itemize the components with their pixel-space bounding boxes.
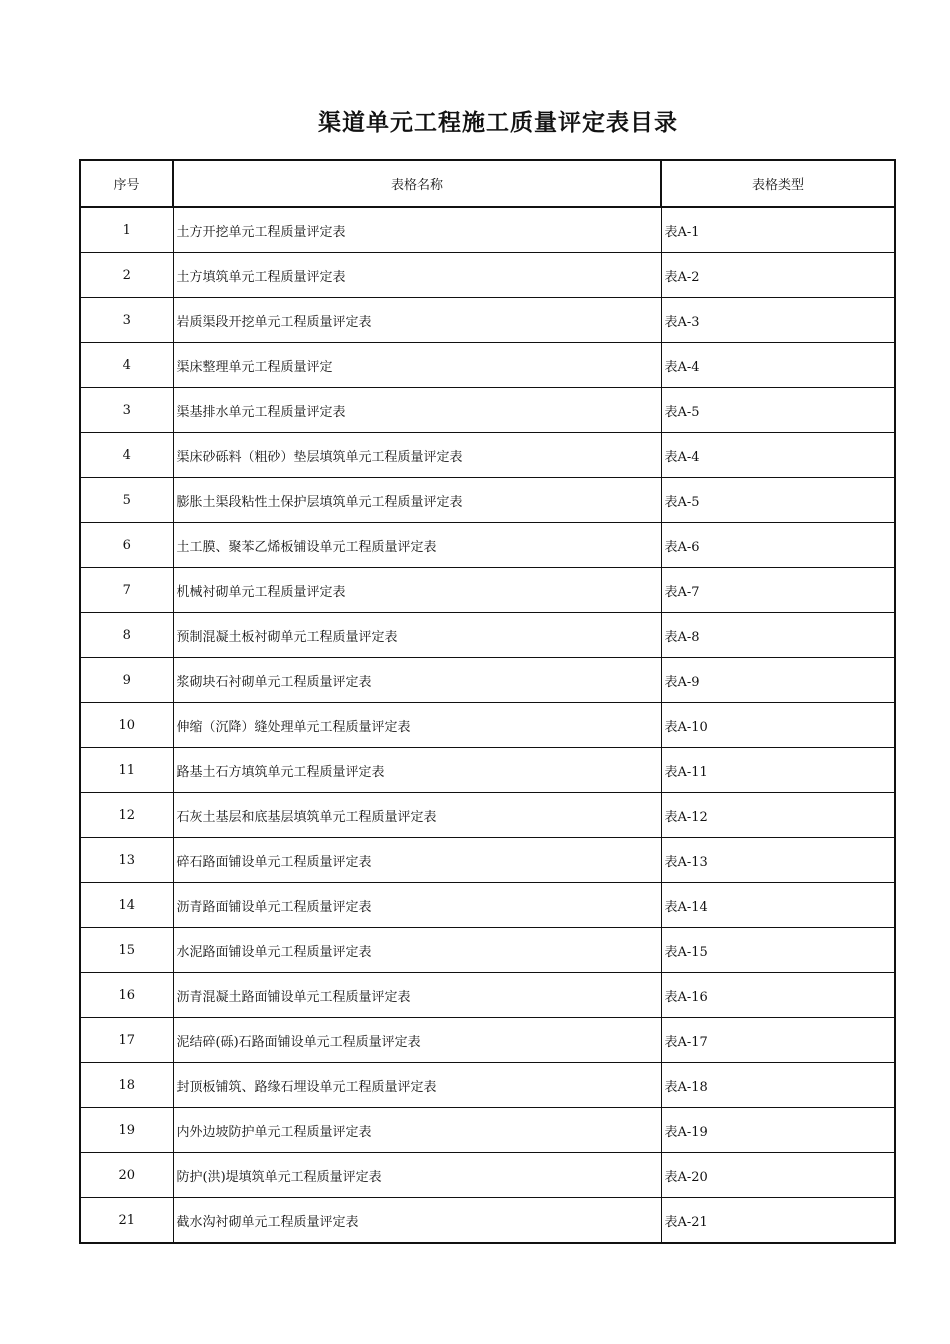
- row-number: 11: [80, 748, 173, 793]
- table-row: [80, 433, 895, 478]
- header-name: 表格名称: [173, 160, 661, 207]
- row-form-type: 表A-19: [661, 1108, 895, 1153]
- table-row: [80, 748, 895, 793]
- page-title: 渠道单元工程施工质量评定表目录: [318, 110, 678, 136]
- table-row: [80, 523, 895, 568]
- row-form-name: 浆砌块石衬砌单元工程质量评定表: [173, 658, 661, 703]
- row-form-name: 防护(洪)堤填筑单元工程质量评定表: [173, 1153, 661, 1198]
- header-type: 表格类型: [661, 160, 895, 207]
- table-row: [80, 343, 895, 388]
- row-number: 9: [80, 658, 173, 703]
- row-number: 19: [80, 1108, 173, 1153]
- table-row: [80, 883, 895, 928]
- row-form-type: 表A-7: [661, 568, 895, 613]
- row-number: 4: [80, 343, 173, 388]
- row-form-type: 表A-11: [661, 748, 895, 793]
- row-form-type: 表A-1: [661, 207, 895, 253]
- row-form-name: 沥青路面铺设单元工程质量评定表: [173, 883, 661, 928]
- table-row: [80, 973, 895, 1018]
- row-number: 15: [80, 928, 173, 973]
- table-row: [80, 658, 895, 703]
- row-form-name: 石灰土基层和底基层填筑单元工程质量评定表: [173, 793, 661, 838]
- row-form-type: 表A-10: [661, 703, 895, 748]
- catalog-table: [79, 159, 896, 1244]
- row-form-type: 表A-4: [661, 343, 895, 388]
- row-form-name: 膨胀土渠段粘性土保护层填筑单元工程质量评定表: [173, 478, 661, 523]
- table-row: [80, 1108, 895, 1153]
- table-row: [80, 1153, 895, 1198]
- row-form-name: 岩质渠段开挖单元工程质量评定表: [173, 298, 661, 343]
- table-row: [80, 838, 895, 883]
- row-number: 1: [80, 207, 173, 253]
- table-row: [80, 928, 895, 973]
- row-form-name: 碎石路面铺设单元工程质量评定表: [173, 838, 661, 883]
- table-row: [80, 207, 895, 253]
- row-number: 16: [80, 973, 173, 1018]
- row-form-type: 表A-3: [661, 298, 895, 343]
- row-number: 3: [80, 298, 173, 343]
- row-form-type: 表A-20: [661, 1153, 895, 1198]
- row-form-type: 表A-6: [661, 523, 895, 568]
- table-row: [80, 388, 895, 433]
- table-body: [80, 207, 895, 1243]
- row-number: 6: [80, 523, 173, 568]
- table-header-row: [80, 160, 895, 207]
- row-number: 7: [80, 568, 173, 613]
- row-form-name: 渠床整理单元工程质量评定: [173, 343, 661, 388]
- table-row: [80, 793, 895, 838]
- row-number: 21: [80, 1198, 173, 1244]
- row-form-type: 表A-14: [661, 883, 895, 928]
- row-form-name: 封顶板铺筑、路缘石埋设单元工程质量评定表: [173, 1063, 661, 1108]
- header-no: 序号: [80, 160, 173, 207]
- row-form-name: 渠基排水单元工程质量评定表: [173, 388, 661, 433]
- row-number: 3: [80, 388, 173, 433]
- row-number: 17: [80, 1018, 173, 1063]
- table-row: [80, 298, 895, 343]
- row-form-name: 伸缩（沉降）缝处理单元工程质量评定表: [173, 703, 661, 748]
- row-number: 14: [80, 883, 173, 928]
- row-number: 13: [80, 838, 173, 883]
- row-form-type: 表A-15: [661, 928, 895, 973]
- row-form-name: 土方填筑单元工程质量评定表: [173, 253, 661, 298]
- row-form-type: 表A-2: [661, 253, 895, 298]
- row-number: 5: [80, 478, 173, 523]
- row-form-name: 土方开挖单元工程质量评定表: [173, 207, 661, 253]
- table-row: [80, 1063, 895, 1108]
- row-form-name: 截水沟衬砌单元工程质量评定表: [173, 1198, 661, 1244]
- row-number: 4: [80, 433, 173, 478]
- row-number: 18: [80, 1063, 173, 1108]
- row-number: 20: [80, 1153, 173, 1198]
- row-form-type: 表A-9: [661, 658, 895, 703]
- row-form-type: 表A-4: [661, 433, 895, 478]
- row-form-name: 内外边坡防护单元工程质量评定表: [173, 1108, 661, 1153]
- row-form-name: 路基土石方填筑单元工程质量评定表: [173, 748, 661, 793]
- row-form-type: 表A-13: [661, 838, 895, 883]
- row-form-type: 表A-5: [661, 478, 895, 523]
- table-row: [80, 613, 895, 658]
- table-row: [80, 703, 895, 748]
- table-row: [80, 253, 895, 298]
- table-row: [80, 1018, 895, 1063]
- table-row: [80, 1198, 895, 1244]
- table-row: [80, 568, 895, 613]
- row-form-name: 泥结碎(砾)石路面铺设单元工程质量评定表: [173, 1018, 661, 1063]
- row-form-type: 表A-17: [661, 1018, 895, 1063]
- row-form-name: 渠床砂砾料（粗砂）垫层填筑单元工程质量评定表: [173, 433, 661, 478]
- row-form-type: 表A-12: [661, 793, 895, 838]
- row-form-type: 表A-18: [661, 1063, 895, 1108]
- row-form-type: 表A-21: [661, 1198, 895, 1244]
- row-form-type: 表A-8: [661, 613, 895, 658]
- row-form-name: 机械衬砌单元工程质量评定表: [173, 568, 661, 613]
- row-form-type: 表A-5: [661, 388, 895, 433]
- row-form-name: 土工膜、聚苯乙烯板铺设单元工程质量评定表: [173, 523, 661, 568]
- row-number: 12: [80, 793, 173, 838]
- row-form-name: 沥青混凝土路面铺设单元工程质量评定表: [173, 973, 661, 1018]
- row-number: 2: [80, 253, 173, 298]
- table-row: [80, 478, 895, 523]
- row-number: 8: [80, 613, 173, 658]
- row-number: 10: [80, 703, 173, 748]
- row-form-name: 水泥路面铺设单元工程质量评定表: [173, 928, 661, 973]
- row-form-type: 表A-16: [661, 973, 895, 1018]
- row-form-name: 预制混凝土板衬砌单元工程质量评定表: [173, 613, 661, 658]
